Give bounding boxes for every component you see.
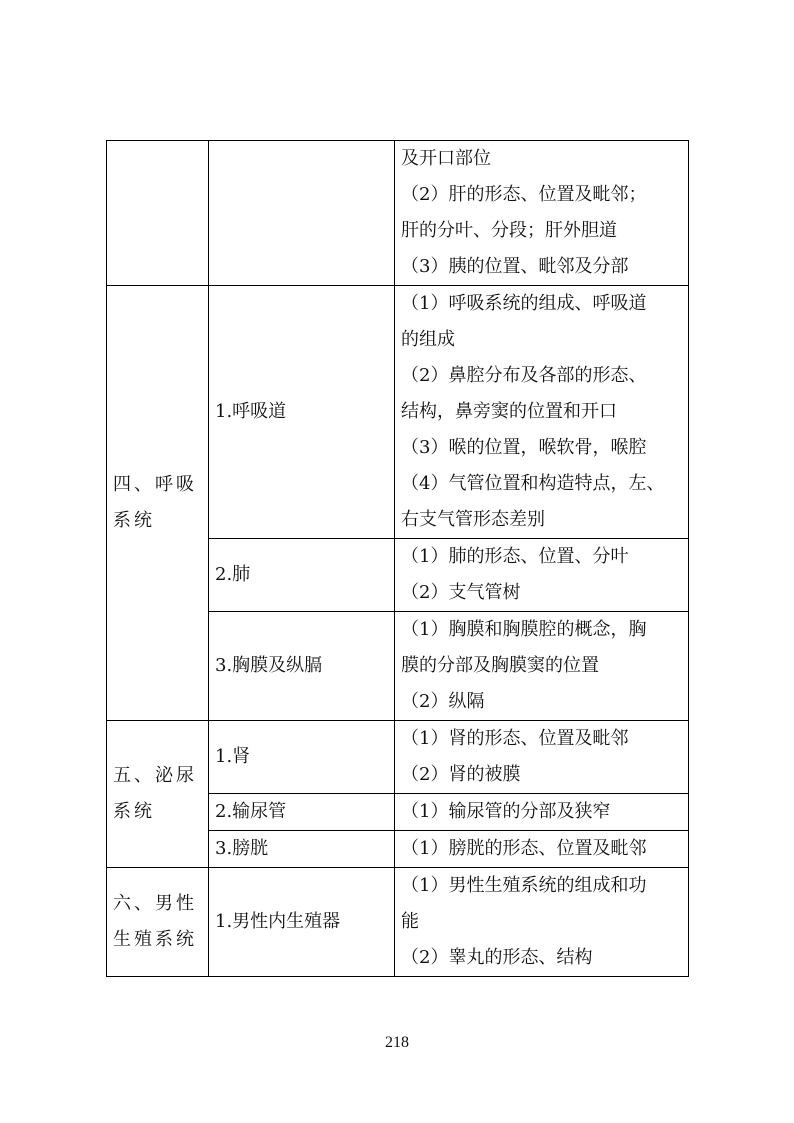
topic-cell: 1.呼吸道 <box>209 286 395 539</box>
table-row <box>107 141 689 286</box>
content-line: （2）睾丸的形态、结构 <box>401 947 593 968</box>
content-cell <box>395 868 689 977</box>
content-line: （2）纵隔 <box>401 691 485 712</box>
content-line: （1）肾的形态、位置及毗邻 <box>401 728 629 749</box>
content-cell <box>395 539 689 612</box>
content-line: 肝的分叶、分段；肝外胆道 <box>401 220 617 241</box>
content-line: （2）肝的形态、位置及毗邻； <box>401 184 647 205</box>
system-label-line: 系统 <box>113 510 155 531</box>
content-cell <box>395 831 689 868</box>
system-cell <box>107 286 209 721</box>
content-cell <box>395 612 689 721</box>
content-line: （3）胰的位置、毗邻及分部 <box>401 256 629 277</box>
content-cell <box>395 721 689 794</box>
content-line: 膜的分部及胸膜窦的位置 <box>401 655 599 676</box>
system-cell <box>107 721 209 868</box>
topic-cell <box>209 141 395 286</box>
topic-cell: 2.肺 <box>209 539 395 612</box>
page-number: 218 <box>385 1034 409 1051</box>
system-label-line: 系统 <box>113 801 155 822</box>
content-line: 结构，鼻旁窦的位置和开口 <box>401 401 617 422</box>
topic-cell: 3.胸膜及纵膈 <box>209 612 395 721</box>
content-line: 的组成 <box>401 329 455 350</box>
content-line: （1）肺的形态、位置、分叶 <box>401 546 629 567</box>
content-cell <box>395 794 689 831</box>
content-line: （1）胸膜和胸膜腔的概念，胸 <box>401 619 647 640</box>
content-line: 及开口部位 <box>401 148 491 169</box>
content-line: 能 <box>401 911 419 932</box>
topic-cell: 3.膀胱 <box>209 831 395 868</box>
system-label-line: 生殖系统 <box>113 929 197 950</box>
content-cell <box>395 141 689 286</box>
system-cell <box>107 141 209 286</box>
content-line: （2）肾的被膜 <box>401 764 521 785</box>
content-line: （1）男性生殖系统的组成和功 <box>401 875 647 896</box>
topic-cell: 2.输尿管 <box>209 794 395 831</box>
system-label-line: 六、男性 <box>113 893 197 914</box>
content-cell <box>395 286 689 539</box>
content-line: （3）喉的位置，喉软骨，喉腔 <box>401 437 647 458</box>
system-cell <box>107 868 209 977</box>
content-line: （1）膀胱的形态、位置及毗邻 <box>401 838 647 859</box>
content-line: （1）输尿管的分部及狭窄 <box>401 801 611 822</box>
syllabus-table <box>106 140 689 977</box>
topic-cell: 1.肾 <box>209 721 395 794</box>
table-row <box>107 721 689 794</box>
table-row <box>107 286 689 539</box>
system-label-line: 五、泌尿 <box>113 765 197 786</box>
content-line: （2）鼻腔分布及各部的形态、 <box>401 365 647 386</box>
content-line: （1）呼吸系统的组成、呼吸道 <box>401 293 647 314</box>
system-label-line: 四、呼吸 <box>113 474 197 495</box>
topic-cell: 1.男性内生殖器 <box>209 868 395 977</box>
content-line: （4）气管位置和构造特点，左、 <box>401 473 665 494</box>
table-row <box>107 868 689 977</box>
content-line: （2）支气管树 <box>401 582 521 603</box>
content-line: 右支气管形态差别 <box>401 509 545 530</box>
